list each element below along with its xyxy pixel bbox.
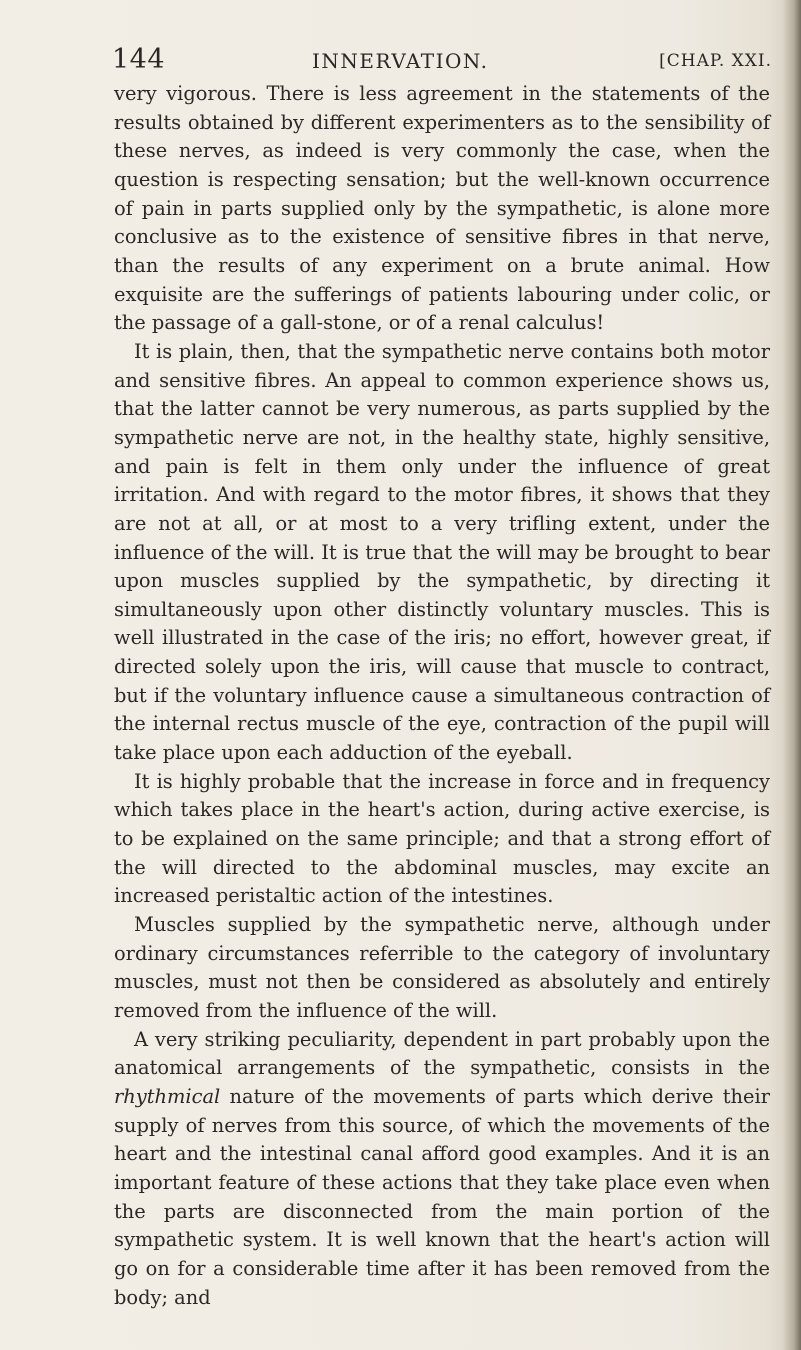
binding-edge-shadow (783, 0, 801, 1350)
paragraph-sympathetic-fibres: It is plain, then, that the sympathetic nerve contains both motor and sensitive fibres. An appeal to common experience shows us, that the latter cannot be very numerous, as parts supplied by the sympathetic nerve are not, in the healthy state, highly sensitive, and pain is felt in them only under the influence of great irritation. And with regard to the motor fibres, it shows that they are not at all, or at most to a very trifling extent, under the influence of the will. It is true that the will may be brought to bear upon muscles supplied by the sympathetic, by directing it simultaneously upon other distinctly voluntary muscles. This is well illustrated in the case of the iris; no effort, however great, if directed solely upon the iris, will cause that muscle to contract, but if the voluntary influence cause a simultaneous contraction of the internal rectus muscle of the eye, contraction of the pupil will take place upon each adduction of the eyeball. (114, 339, 770, 765)
body-text (114, 80, 770, 1312)
running-title: INNERVATION. (312, 49, 489, 73)
running-header (112, 40, 772, 80)
emphasis-rhythmical: rhythmical (114, 1084, 221, 1108)
paragraph-rhythmical-end: nature of the movements of parts which derive their supply of nerves from this source, of which the movements of the heart and the intestinal canal afford good examples. And it is an important feature of these actions that they take place even when the parts are disconnected from the main portion of the sympathetic system. It is well known that the heart's action will go on for a considerable time after it has been removed from the body; and (114, 1084, 770, 1309)
paragraph-heart-action: It is highly probable that the increase in force and in frequency which takes place in the heart's action, during active exercise, is to be explained on the same principle; and that a strong effort of the will directed to the abdominal muscles, may excite an increased peristaltic action of the intestines. (114, 769, 770, 908)
paragraph-rhythmical (114, 1026, 770, 1313)
paragraph-muscles-will: Muscles supplied by the sympathetic nerve, although under ordinary circumstances referrible to the category of involuntary muscles, must not then be considered as absolutely and entirely removed from the influence of the will. (114, 913, 770, 1022)
page-number: 144 (112, 44, 166, 75)
paragraph-continued: very vigorous. There is less agreement in the statements of the results obtained by different experimenters as to the sensibility of these nerves, as indeed is very commonly the case, when the question is respecting sensation; but the well-known occurrence of pain in parts supplied only by the sympathetic, is alone more conclusive as to the existence of sensitive fibres in that nerve, than the results of any experiment on a brute animal. How exquisite are the sufferings of patients labouring under colic, or the passage of a gall-stone, or of a renal calculus! (114, 82, 770, 335)
paragraph-rhythmical-start: A very striking peculiarity, dependent in part probably upon the anatomical arrangements of the sympathetic, consists in the (114, 1027, 770, 1080)
chapter-reference: [CHAP. XXI. (659, 51, 772, 71)
